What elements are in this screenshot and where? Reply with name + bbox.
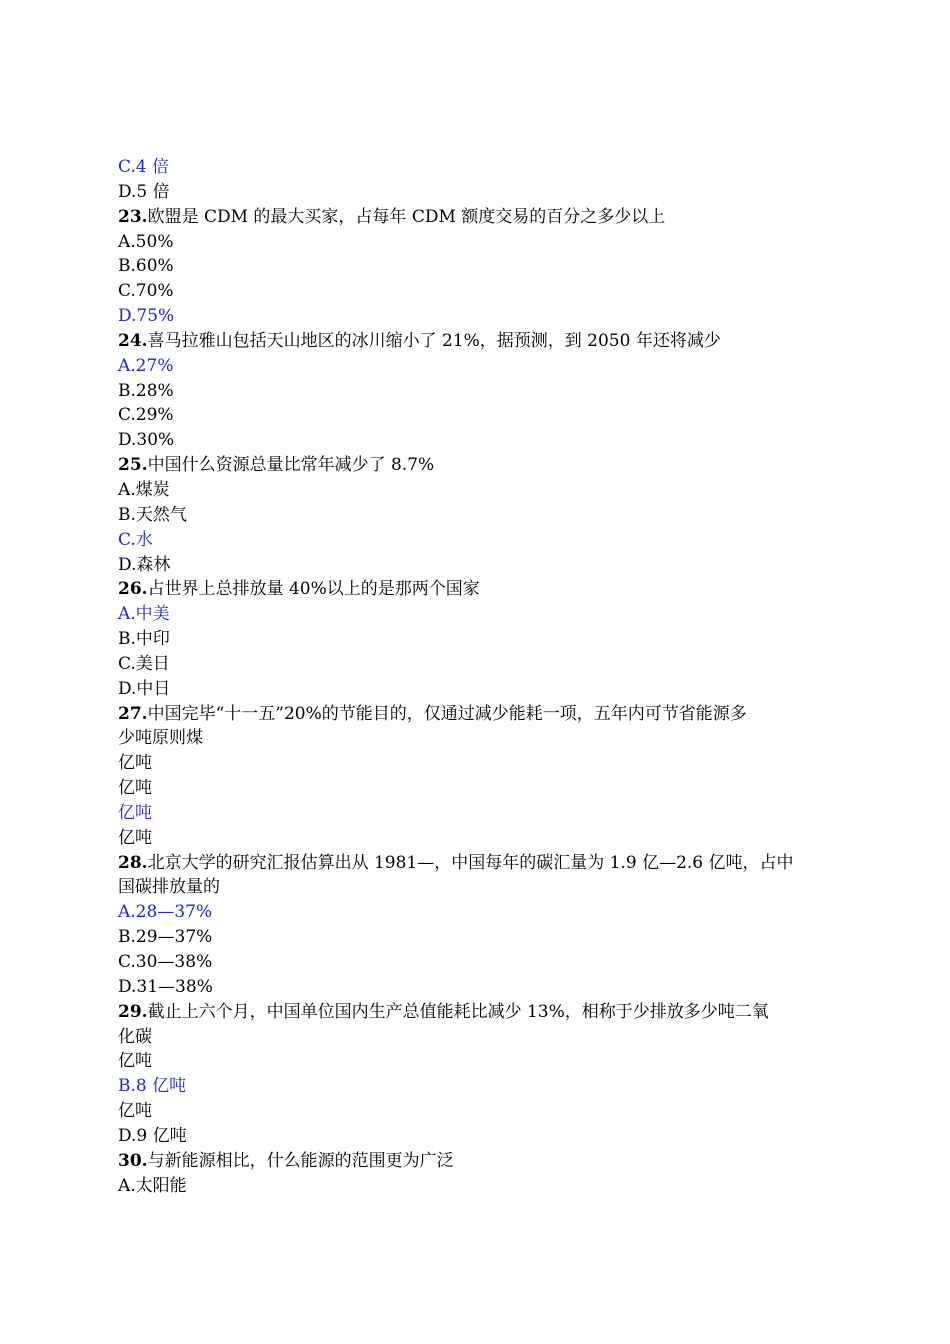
option: B.28%	[118, 380, 174, 401]
question-line	[118, 851, 843, 876]
question-text-continuation: 国碳排放量的	[118, 877, 220, 898]
question-line	[118, 702, 843, 727]
option: 亿吨	[118, 753, 152, 774]
answer-option: B.8 亿吨	[118, 1076, 187, 1097]
answer-option: C.4 倍	[118, 157, 170, 177]
option: B.中印	[118, 629, 170, 650]
option: B.29—37%	[118, 927, 213, 948]
answer-option: A.中美	[118, 604, 170, 625]
question-number: 23.	[118, 206, 148, 227]
option: D.5 倍	[118, 181, 170, 202]
option: 亿吨	[118, 827, 152, 848]
question-number: 27.	[118, 703, 148, 724]
option: 亿吨	[118, 1051, 152, 1072]
question-line	[118, 205, 843, 230]
question-line	[118, 329, 843, 354]
question-text: 占世界上总排放量 40%以上的是那两个国家	[147, 579, 480, 600]
option: A.太阳能	[118, 1175, 187, 1196]
question-text: 喜马拉雅山包括天山地区的冰川缩小了 21%，据预测，到 2050 年还将减少	[147, 330, 721, 351]
question-text: 中国什么资源总量比常年减少了 8.7%	[147, 455, 435, 476]
quiz-content	[118, 155, 843, 1198]
question-line	[118, 453, 843, 478]
option: A.煤炭	[118, 479, 170, 500]
option: 亿吨	[118, 1101, 152, 1122]
option: A.50%	[118, 231, 174, 252]
option: C.70%	[118, 281, 174, 302]
question-text-continuation: 少吨原则煤	[118, 728, 203, 749]
option: D.31—38%	[118, 976, 213, 997]
answer-option: A.27%	[118, 355, 174, 376]
question-number: 29.	[118, 1001, 148, 1022]
question-text: 北京大学的研究汇报估算出从 1981—，中国每年的碳汇量为 1.9 亿—2.6 亿吨，占中	[147, 852, 794, 873]
option: D.森林	[118, 554, 171, 575]
answer-option: 亿吨	[118, 802, 152, 823]
question-text: 欧盟是 CDM 的最大买家，占每年 CDM 额度交易的百分之多少以上	[147, 206, 666, 227]
option: C.30—38%	[118, 952, 213, 972]
option: 亿吨	[118, 778, 152, 799]
option: C.美日	[118, 653, 170, 674]
question-number: 30.	[118, 1150, 148, 1171]
option: D.中日	[118, 678, 171, 699]
option: C.29%	[118, 405, 174, 426]
question-line	[118, 1000, 843, 1025]
option: D.30%	[118, 430, 175, 451]
question-number: 28.	[118, 852, 148, 873]
option: B.天然气	[118, 504, 187, 525]
question-line	[118, 577, 843, 602]
question-number: 26.	[118, 579, 148, 600]
question-number: 25.	[118, 455, 148, 476]
question-text: 中国完毕“十一五”20%的节能目的，仅通过减少能耗一项，五年内可节省能源多	[147, 703, 747, 724]
question-line	[118, 1149, 843, 1174]
option: D.9 亿吨	[118, 1125, 187, 1146]
option: B.60%	[118, 256, 174, 277]
answer-option: D.75%	[118, 306, 175, 327]
question-text-continuation: 化碳	[118, 1026, 152, 1047]
question-text: 截止上六个月，中国单位国内生产总值能耗比减少 13%，相称于少排放多少吨二氧	[147, 1001, 769, 1022]
question-number: 24.	[118, 330, 148, 351]
answer-option: C.水	[118, 529, 153, 550]
question-text: 与新能源相比，什么能源的范围更为广泛	[147, 1150, 454, 1171]
answer-option: A.28—37%	[118, 902, 213, 923]
